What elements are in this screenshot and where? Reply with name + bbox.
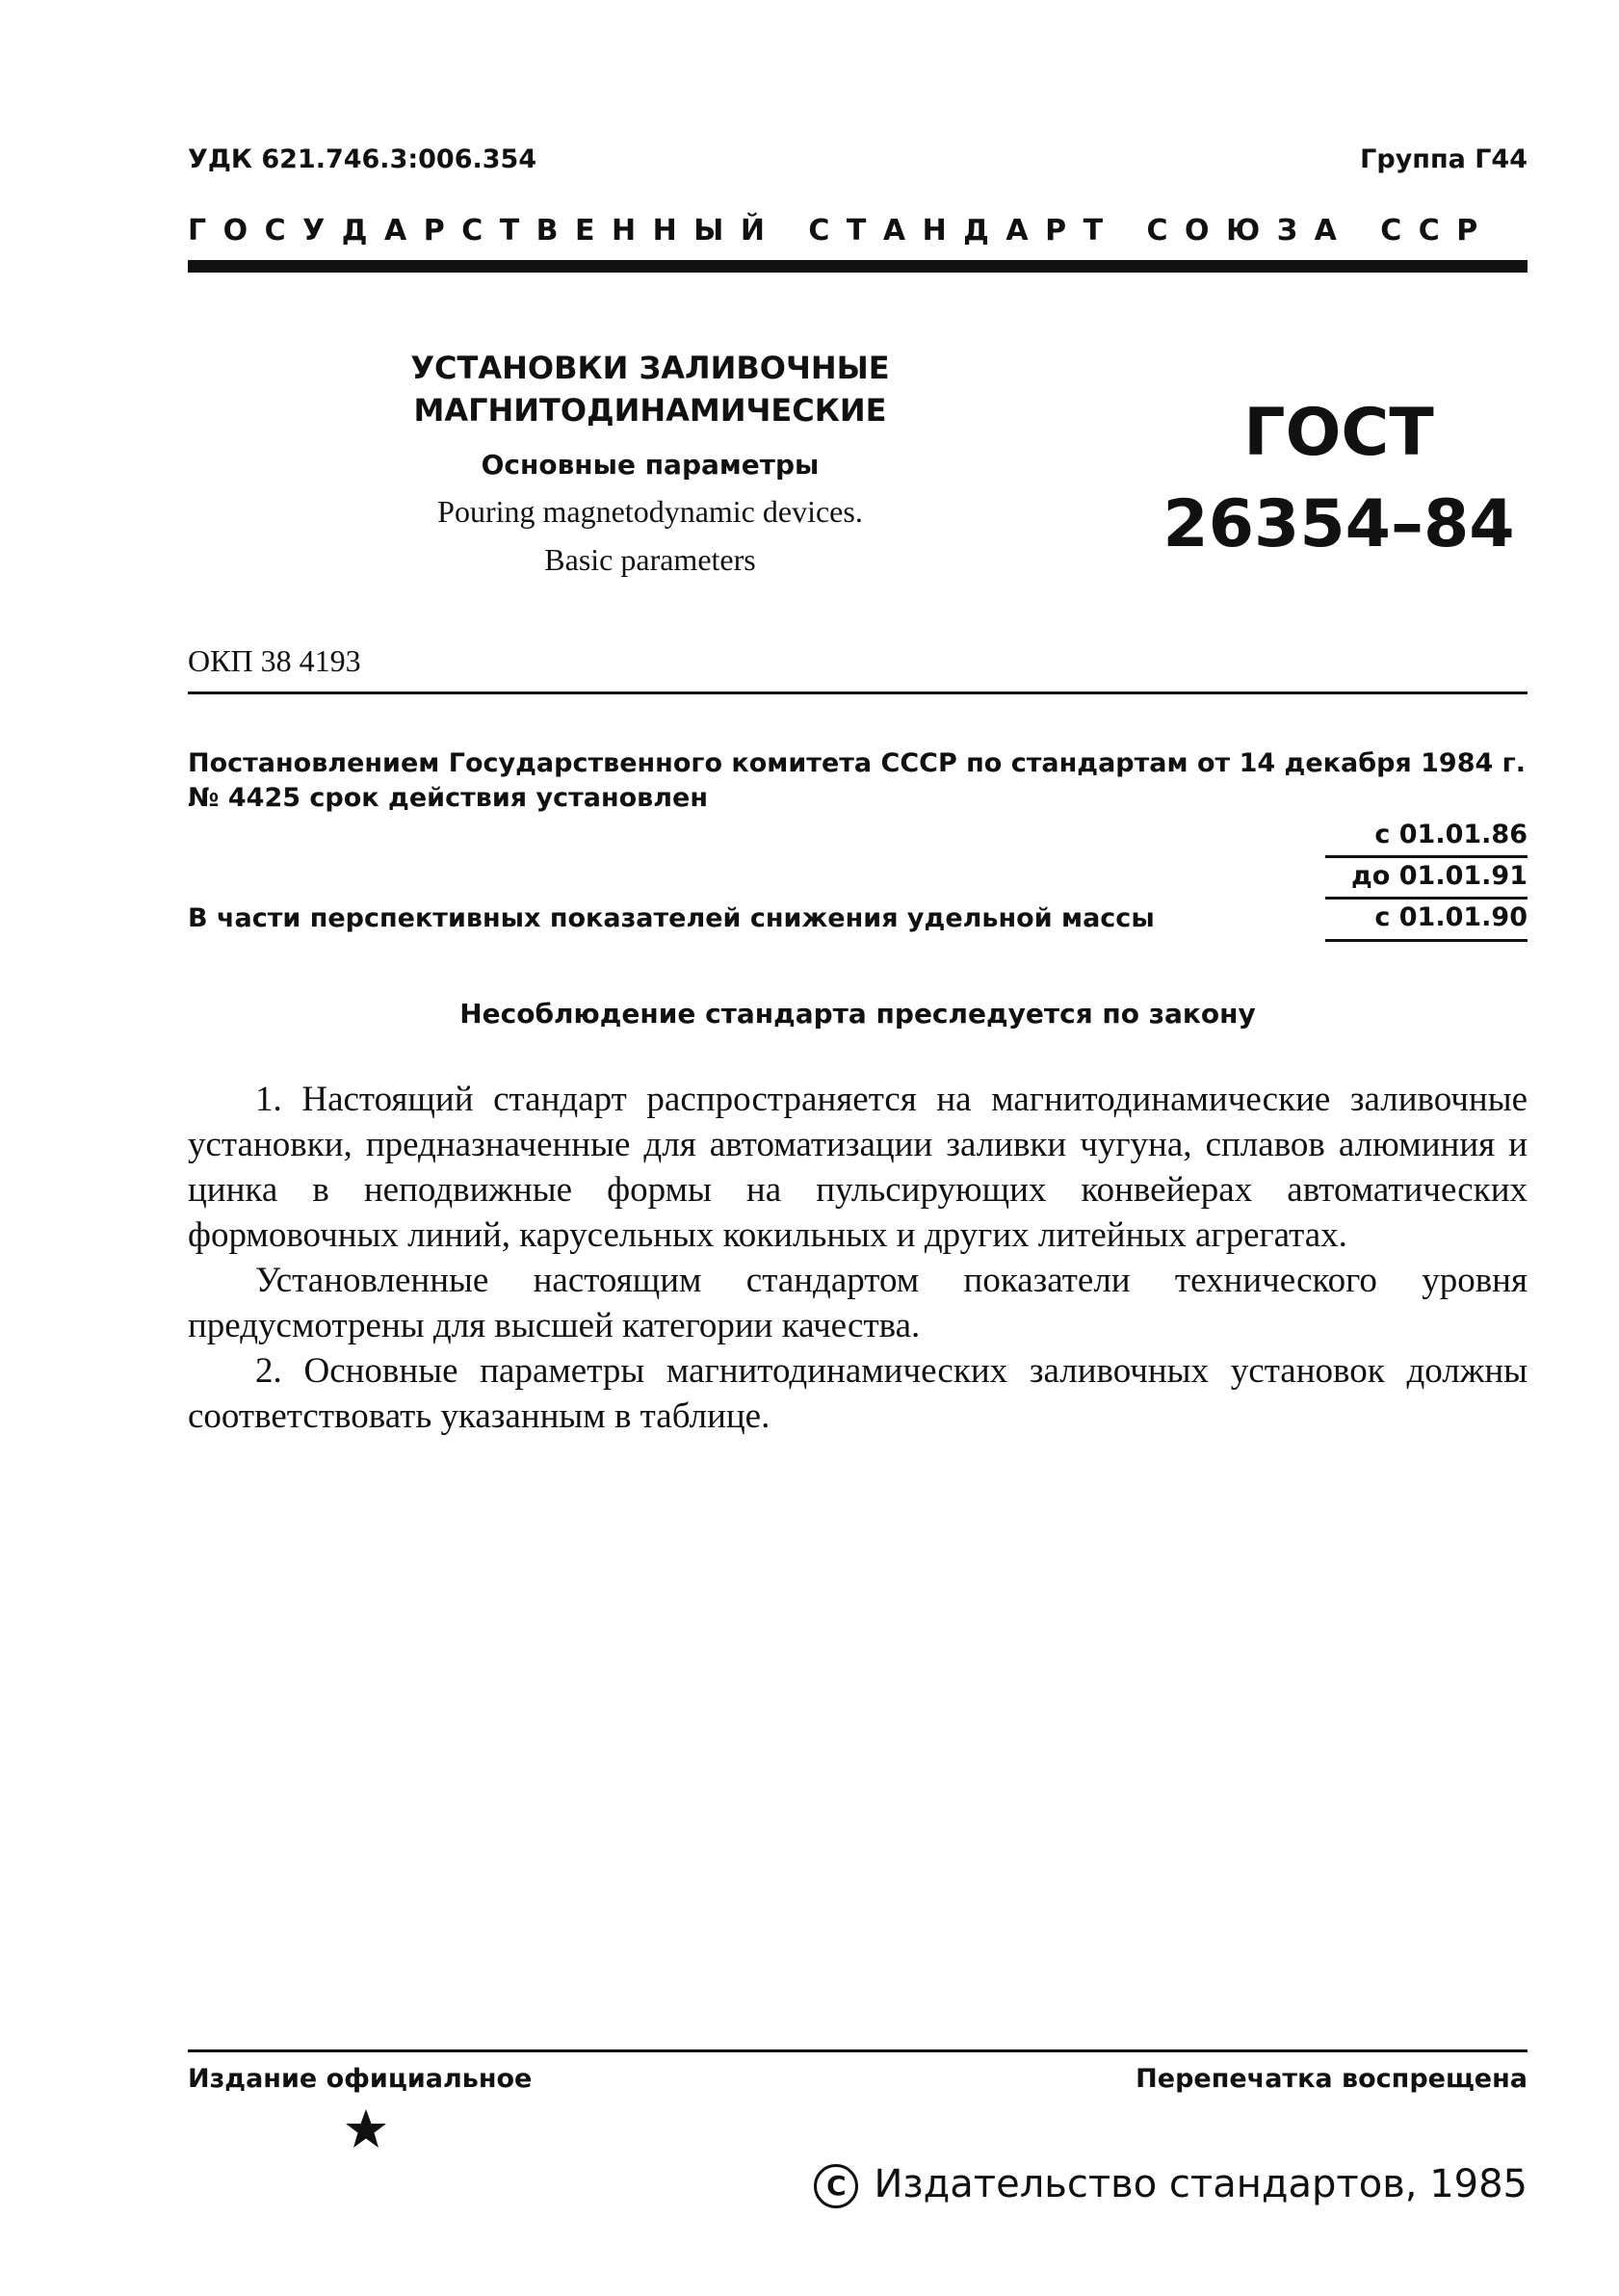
star-icon — [344, 2107, 388, 2152]
edition-label: Издание официальное — [188, 2064, 533, 2094]
title-block — [361, 347, 939, 577]
date-perspective: с 01.01.90 — [1374, 902, 1528, 932]
decree-text: Постановлением Государственного комитета СССР по стандартам от 14 декабря 1984 г. № 4425 срок действия установлен — [188, 748, 1527, 813]
date-rule-1 — [1325, 855, 1528, 858]
subtitle-ru: Основные параметры — [481, 449, 820, 481]
reprint-notice: Перепечатка воспрещена — [1136, 2064, 1528, 2094]
title-ru-line1: УСТАНОВКИ ЗАЛИВОЧНЫЕ — [410, 350, 890, 386]
law-notice: Несоблюдение стандарта преследуется по закону — [459, 998, 1256, 1030]
paragraph-3: 2. Основные параметры магнитодинамических заливочных установок должны соответствовать указанным в таблице. — [188, 1351, 1528, 1436]
group-code: Группа Г44 — [1360, 144, 1528, 174]
date-to: до 01.01.91 — [1351, 861, 1528, 891]
okp-rule — [188, 691, 1528, 694]
gost-label: ГОСТ — [1243, 395, 1434, 471]
okp-code: ОКП 38 4193 — [188, 643, 361, 678]
gost-number: 26354–84 — [1162, 486, 1515, 562]
state-standard-banner: ГОСУДАРСТВЕННЫЙ СТАНДАРТ СОЮЗА ССР — [188, 214, 1495, 248]
date-rule-2 — [1325, 897, 1528, 900]
perspective-text: В части перспективных показателей снижения удельной массы — [188, 903, 1155, 933]
header-rule — [188, 260, 1528, 273]
body-text — [188, 1077, 1528, 1439]
copyright-icon: C — [814, 2164, 858, 2208]
paragraph-2: Установленные настоящим стандартом показатели технического уровня предусмотрены для высшей категории качества. — [188, 1261, 1528, 1345]
date-from: с 01.01.86 — [1374, 820, 1528, 849]
copyright-line — [814, 2162, 1528, 2208]
title-en-line1: Pouring magnetodynamic devices. — [437, 494, 863, 529]
footer-rule — [188, 2049, 1528, 2052]
title-en-line2: Basic parameters — [544, 542, 756, 577]
date-rule-3 — [1325, 939, 1528, 942]
title-ru-line2: МАГНИТОДИНАМИЧЕСКИЕ — [413, 392, 887, 429]
paragraph-1: 1. Настоящий стандарт распространяется на магнитодинамические заливочные установки, предназначенные для автоматизации заливки чугуна, сплавов алюминия и цинка в неподвижные формы на пульсирующих конвейерах автоматических формовочных линий, карусельных кокильных и других литейных агрегатах. — [188, 1080, 1528, 1255]
publisher-text: Издательство стандартов, 1985 — [874, 2162, 1528, 2206]
udk-code: УДК 621.746.3:006.354 — [188, 144, 537, 174]
